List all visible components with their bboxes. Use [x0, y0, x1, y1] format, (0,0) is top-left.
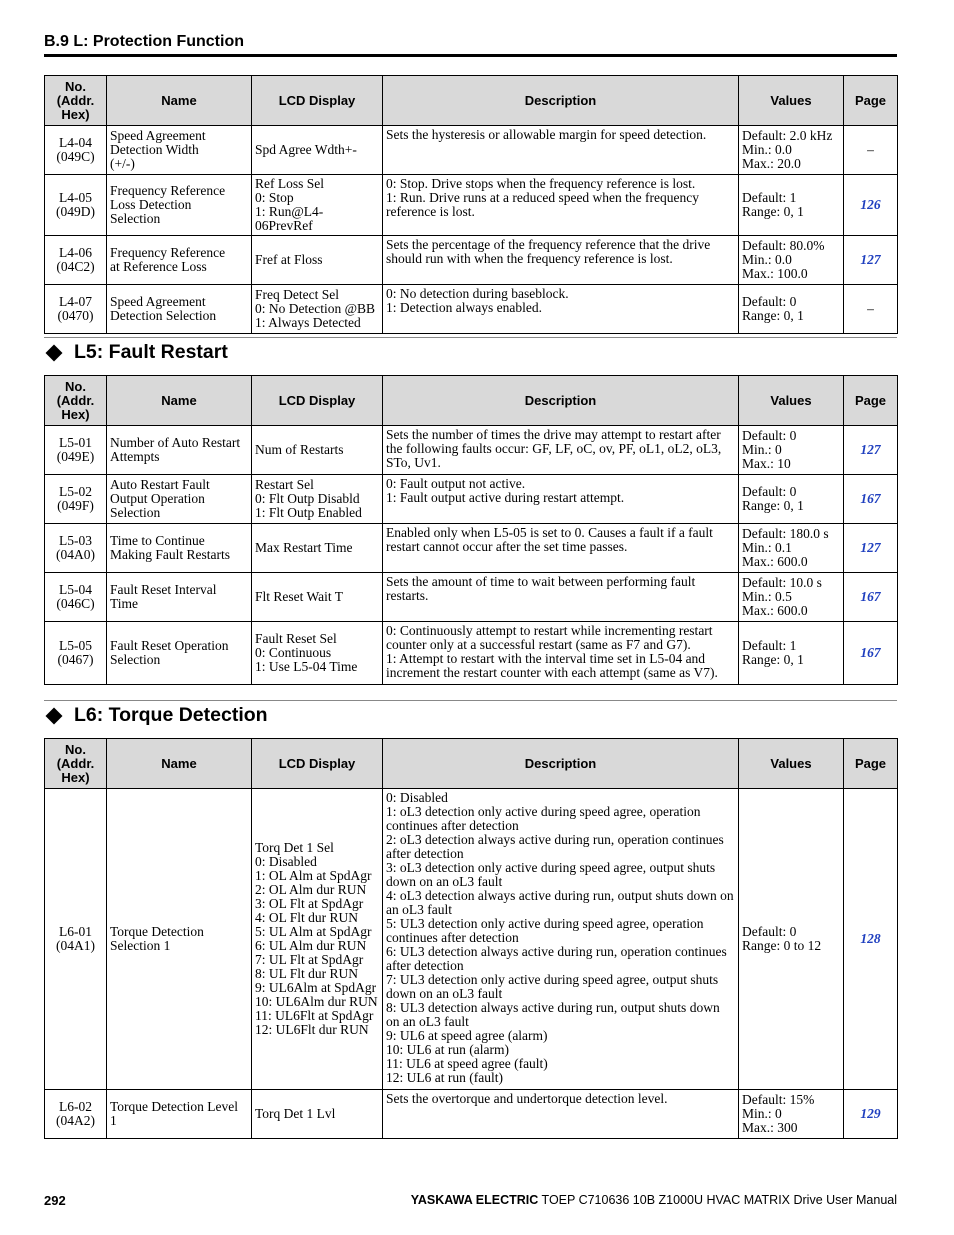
cell-desc: Sets the hysteresis or allowable margin for speed detection.: [383, 126, 739, 175]
cell-values: Default: 80.0% Min.: 0.0 Max.: 100.0: [739, 236, 844, 285]
page-number: 292: [44, 1193, 66, 1208]
table-row: [45, 175, 898, 236]
diamond-icon: [46, 707, 63, 724]
cell-page: –: [844, 285, 898, 334]
column-header: Values: [739, 739, 844, 789]
cell-name: Speed Agreement Detection Width (+/-): [107, 126, 252, 175]
table-row: [45, 622, 898, 685]
cell-desc: Sets the overtorque and undertorque detection level.: [383, 1090, 739, 1139]
column-header: No. (Addr. Hex): [45, 376, 107, 426]
column-header: Page: [844, 376, 898, 426]
page-link[interactable]: 167: [844, 573, 898, 622]
cell-no: L4-04 (049C): [45, 126, 107, 175]
table-row: [45, 475, 898, 524]
page-link[interactable]: 127: [844, 524, 898, 573]
cell-name: Torque Detection Level 1: [107, 1090, 252, 1139]
cell-lcd: Fref at Floss: [252, 236, 383, 285]
cell-values: Default: 1 Range: 0, 1: [739, 175, 844, 236]
table-l6: [44, 738, 898, 1139]
cell-lcd: Spd Agree Wdth+-: [252, 126, 383, 175]
column-header: Page: [844, 739, 898, 789]
column-header: Values: [739, 376, 844, 426]
table-row: [45, 1090, 898, 1139]
section-title-l6-text: L6: Torque Detection: [74, 704, 268, 726]
table-row: [45, 285, 898, 334]
cell-lcd: Ref Loss Sel 0: Stop 1: Run@L4-06PrevRef: [252, 175, 383, 236]
cell-desc: Enabled only when L5-05 is set to 0. Causes a fault if a fault restart cannot occur after the set time passes.: [383, 524, 739, 573]
cell-desc: Sets the number of times the drive may attempt to restart after the following faults occur: GF, LF, oC, ov, PF, oL1, oL2, oL3, STo, Uv1.: [383, 426, 739, 475]
cell-desc: 0: Continuously attempt to restart while incrementing restart counter only at a successful restart (same as F7 and G7). 1: Attempt to restart with the interval time set in L5-04 and increment the restart counter with each attempt (same as V7).: [383, 622, 739, 685]
cell-no: L4-06 (04C2): [45, 236, 107, 285]
column-header: Description: [383, 76, 739, 126]
cell-desc: Sets the percentage of the frequency reference that the drive should run with when the frequency reference is lost.: [383, 236, 739, 285]
cell-no: L5-04 (046C): [45, 573, 107, 622]
section-title-l6: [44, 704, 268, 727]
column-header: Name: [107, 76, 252, 126]
footer-doc-info: [411, 1193, 897, 1207]
column-header: No. (Addr. Hex): [45, 76, 107, 126]
cell-name: Frequency Reference at Reference Loss: [107, 236, 252, 285]
cell-values: Default: 0 Min.: 0 Max.: 10: [739, 426, 844, 475]
cell-desc: 0: Fault output not active. 1: Fault output active during restart attempt.: [383, 475, 739, 524]
page-link[interactable]: 129: [844, 1090, 898, 1139]
cell-name: Fault Reset Operation Selection: [107, 622, 252, 685]
cell-name: Torque Detection Selection 1: [107, 789, 252, 1090]
cell-no: L5-01 (049E): [45, 426, 107, 475]
table-row: [45, 524, 898, 573]
page-link[interactable]: 167: [844, 475, 898, 524]
cell-lcd: Torq Det 1 Sel 0: Disabled 1: OL Alm at SpdAgr 2: OL Alm dur RUN 3: OL Flt at SpdAgr 4: OL Flt dur RUN 5: UL Alm at SpdAgr 6: UL Alm dur RUN 7: UL Flt at SpdAgr 8: UL Flt dur RUN 9: UL6Alm at SpdAgr 10: UL6Alm dur RUN 11: UL6Flt at SpdAgr 12: UL6Flt dur RUN: [252, 789, 383, 1090]
page-link[interactable]: 167: [844, 622, 898, 685]
table-row: [45, 789, 898, 1090]
cell-name: Time to Continue Making Fault Restarts: [107, 524, 252, 573]
cell-values: Default: 180.0 s Min.: 0.1 Max.: 600.0: [739, 524, 844, 573]
page-link[interactable]: 126: [844, 175, 898, 236]
cell-page: –: [844, 126, 898, 175]
section-header: B.9 L: Protection Function: [44, 33, 244, 50]
cell-name: Speed Agreement Detection Selection: [107, 285, 252, 334]
cell-no: L5-03 (04A0): [45, 524, 107, 573]
cell-desc: 0: No detection during baseblock. 1: Detection always enabled.: [383, 285, 739, 334]
cell-values: Default: 0 Range: 0, 1: [739, 475, 844, 524]
column-header: LCD Display: [252, 739, 383, 789]
cell-no: L4-07 (0470): [45, 285, 107, 334]
column-header: Values: [739, 76, 844, 126]
footer-brand: YASKAWA ELECTRIC: [410, 1193, 539, 1207]
page-link[interactable]: 127: [844, 426, 898, 475]
table-row: [45, 126, 898, 175]
cell-no: L6-02 (04A2): [45, 1090, 107, 1139]
cell-lcd: Restart Sel 0: Flt Outp Disabld 1: Flt Outp Enabled: [252, 475, 383, 524]
section-rule-l5: [44, 337, 897, 338]
cell-lcd: Max Restart Time: [252, 524, 383, 573]
cell-name: Auto Restart Fault Output Operation Selection: [107, 475, 252, 524]
cell-values: Default: 10.0 s Min.: 0.5 Max.: 600.0: [739, 573, 844, 622]
cell-no: L6-01 (04A1): [45, 789, 107, 1090]
cell-name: Frequency Reference Loss Detection Selection: [107, 175, 252, 236]
section-title-l5: [44, 341, 228, 364]
column-header: Page: [844, 76, 898, 126]
cell-lcd: Flt Reset Wait T: [252, 573, 383, 622]
cell-lcd: Fault Reset Sel 0: Continuous 1: Use L5-04 Time: [252, 622, 383, 685]
cell-lcd: Torq Det 1 Lvl: [252, 1090, 383, 1139]
page-link[interactable]: 128: [844, 789, 898, 1090]
cell-values: Default: 0 Range: 0, 1: [739, 285, 844, 334]
section-title-l5-text: L5: Fault Restart: [74, 341, 228, 363]
column-header: Description: [383, 739, 739, 789]
cell-name: Fault Reset Interval Time: [107, 573, 252, 622]
column-header: Description: [383, 376, 739, 426]
table-row: [45, 426, 898, 475]
cell-desc: 0: Disabled 1: oL3 detection only active during speed agree, operation continues after detection 2: oL3 detection always active during run, operation continues after detection 3: oL3 detection only active during speed agree, output shuts down on an oL3 fault 4: oL3 detection always active during run, output shuts down on an oL3 fault 5: UL3 detection only active during speed agree, operation continues after detection 6: UL3 detection always active during run, operation continues after detection 7: UL3 detection only active during speed agree, output shuts down on an oL3 fault 8: UL3 detection always active during run, output shuts down on an oL3 fault 9: UL6 at speed agree (alarm) 10: UL6 at run (alarm) 11: UL6 at speed agree (fault) 12: UL6 at run (fault): [383, 789, 739, 1090]
header-rule: [44, 54, 897, 57]
cell-values: Default: 1 Range: 0, 1: [739, 622, 844, 685]
table-l4: [44, 75, 898, 334]
cell-no: L5-05 (0467): [45, 622, 107, 685]
column-header: Name: [107, 376, 252, 426]
cell-lcd: Freq Detect Sel 0: No Detection @BB 1: Always Detected: [252, 285, 383, 334]
cell-values: Default: 15% Min.: 0 Max.: 300: [739, 1090, 844, 1139]
cell-name: Number of Auto Restart Attempts: [107, 426, 252, 475]
table-row: [45, 573, 898, 622]
column-header: LCD Display: [252, 76, 383, 126]
section-rule-l6: [44, 700, 897, 701]
diamond-icon: [46, 344, 63, 361]
cell-desc: Sets the amount of time to wait between performing fault restarts.: [383, 573, 739, 622]
column-header: LCD Display: [252, 376, 383, 426]
page-link[interactable]: 127: [844, 236, 898, 285]
cell-lcd: Num of Restarts: [252, 426, 383, 475]
footer-doc: TOEP C710636 10B Z1000U HVAC MATRIX Drive User Manual: [538, 1193, 897, 1207]
cell-values: Default: 2.0 kHz Min.: 0.0 Max.: 20.0: [739, 126, 844, 175]
column-header: Name: [107, 739, 252, 789]
cell-no: L5-02 (049F): [45, 475, 107, 524]
table-l5: [44, 375, 898, 685]
cell-desc: 0: Stop. Drive stops when the frequency reference is lost. 1: Run. Drive runs at a reduced speed when the frequency reference is lost.: [383, 175, 739, 236]
cell-no: L4-05 (049D): [45, 175, 107, 236]
table-row: [45, 236, 898, 285]
column-header: No. (Addr. Hex): [45, 739, 107, 789]
cell-values: Default: 0 Range: 0 to 12: [739, 789, 844, 1090]
